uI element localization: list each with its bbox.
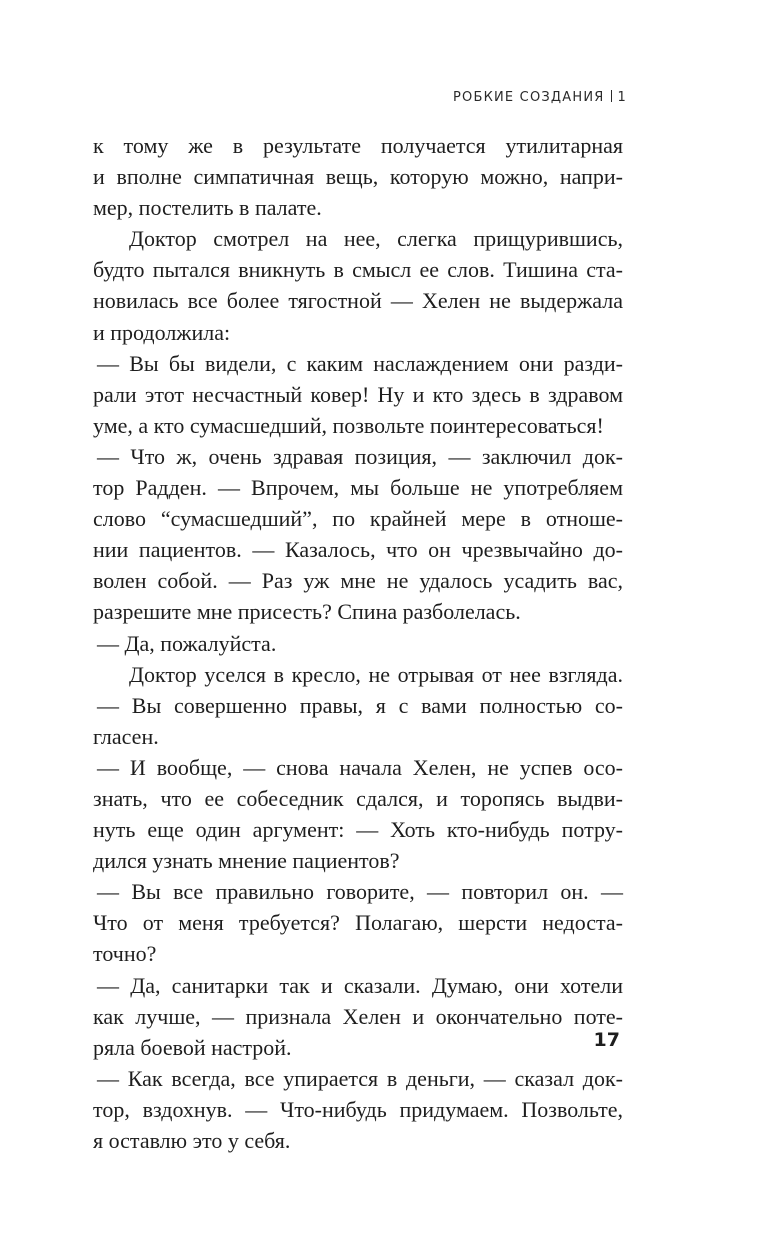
text-line: — Что ж, очень здравая позиция, — заключил док- <box>97 443 623 469</box>
text-line: нии пациентов. — Казалось, что он чрезвычайно до- <box>93 537 623 563</box>
text-line: Что от меня требуется? Полагаю, шерсти недоста- <box>93 910 623 936</box>
text-line: я оставлю это у себя. <box>93 1128 291 1153</box>
body-text <box>93 130 623 1156</box>
text-line: — Вы совершенно правы, я с вами полностью со- <box>97 692 623 718</box>
text-line: и продолжила: <box>93 319 231 345</box>
text-line: ряла боевой настрой. <box>93 1034 292 1060</box>
text-line: к тому же в результате получается утилитарная <box>93 133 623 158</box>
text-line: тор Радден. — Впрочем, мы больше не употребляем <box>93 475 623 501</box>
text-line: — Да, пожалуйста. <box>97 630 277 656</box>
page-number: 17 <box>593 1029 620 1051</box>
text-line: уме, а кто сумасшедший, позвольте поинтересоваться! <box>93 412 604 438</box>
book-title: РОБКИЕ СОЗДАНИЯ <box>452 90 605 105</box>
text-line: дился узнать мнение пациентов? <box>93 848 400 874</box>
text-line: как лучше, — признала Хелен и окончательно поте- <box>93 1003 623 1029</box>
text-line: знать, что ее собеседник сдался, и торопясь выдви- <box>93 785 623 811</box>
header-separator <box>611 90 612 102</box>
text-line: и вполне симпатичная вещь, которую можно, напри- <box>93 164 623 190</box>
text-line: будто пытался вникнуть в смысл ее слов. Тишина ста- <box>93 257 623 283</box>
text-line: волен собой. — Раз уж мне не удалось усадить вас, <box>93 568 623 594</box>
text-line: мер, постелить в палате. <box>93 195 322 221</box>
running-head <box>453 90 627 105</box>
text-line: точно? <box>93 941 157 967</box>
text-line: — И вообще, — снова начала Хелен, не успев осо- <box>97 754 623 780</box>
text-line: нуть еще один аргумент: — Хоть кто-нибудь потру- <box>93 817 623 843</box>
text-line: — Вы все правильно говорите, — повторил он. — <box>97 879 623 905</box>
chapter-number: 1 <box>617 90 627 105</box>
text-line: слово “сумасшедший”, по крайней мере в отноше- <box>93 506 623 532</box>
text-line: гласен. <box>93 723 159 749</box>
text-line: — Как всегда, все упирается в деньги, — сказал док- <box>97 1065 623 1091</box>
text-line: тор, вздохнув. — Что-нибудь придумаем. Позвольте, <box>93 1096 623 1122</box>
text-line: Доктор уселся в кресло, не отрывая от нее взгляда. <box>129 661 623 687</box>
text-line: — Вы бы видели, с каким наслаждением они разди- <box>97 350 623 376</box>
text-line: разрешите мне присесть? Спина разболелась. <box>93 599 521 625</box>
text-line: новилась все более тягостной — Хелен не выдержала <box>93 288 623 314</box>
text-line: рали этот несчастный ковер! Ну и кто здесь в здравом <box>93 381 623 407</box>
text-line: — Да, санитарки так и сказали. Думаю, они хотели <box>97 972 623 998</box>
text-line: Доктор смотрел на нее, слегка прищурившись, <box>129 226 623 252</box>
